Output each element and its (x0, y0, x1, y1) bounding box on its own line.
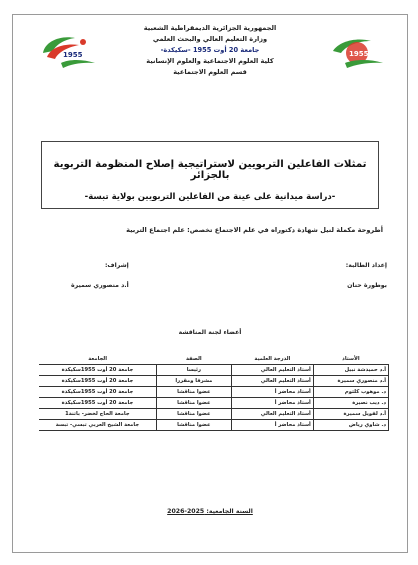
committee-table (39, 353, 389, 431)
university-line: جامعة 20 أوت 1955 -سكيكدة- (160, 46, 260, 54)
member-name: أ.د حميدشة نبيل (313, 365, 388, 376)
member-name: أ.د منصوري سميرة (313, 376, 388, 387)
thesis-title: تمثلات الفاعلين التربويين لاستراتيجية إصلاح المنظومة التربوية بالجزائر (53, 159, 367, 181)
table-row (39, 365, 389, 376)
member-university: جامعة الشيخ العربي تبسي- تبسة (39, 420, 156, 431)
member-university: جامعة 20 أوت 1955سكيكدة (39, 387, 156, 398)
department-line: قسم العلوم الاجتماعية (173, 68, 247, 76)
member-name: أ.د لفويل سميرة (313, 409, 388, 420)
member-rank: أستاذ التعليم العالي (231, 365, 313, 376)
member-role: عضوا مناقشا (156, 398, 231, 409)
member-university: جامعة 20 أوت 1955سكيكدة (39, 376, 156, 387)
supervision-block (71, 256, 129, 296)
table-row (39, 376, 389, 387)
thesis-title-box (41, 141, 379, 209)
supervisor-name: أ.د منصوري سميرة (71, 282, 129, 289)
degree-statement: أطروحة مكملة لنيل شهادة دكتوراه في علم الاجتماع تخصص: علم اجتماع التربية (126, 226, 383, 234)
logo-left-text: 1955 (63, 51, 83, 59)
member-rank: أستاذ محاضر أ (231, 398, 313, 409)
member-role: عضوا مناقشا (156, 387, 231, 398)
column-header-rank: الدرجة العلمية (231, 353, 313, 365)
faculty-line: كلية العلوم الاجتماعية والعلوم الإنسانية (146, 57, 274, 65)
table-row (39, 409, 389, 420)
member-name: د. شاوي رياض (313, 420, 388, 431)
member-name: د. موهوب كلثوم (313, 387, 388, 398)
member-rank: أستاذ محاضر أ (231, 420, 313, 431)
member-rank: أستاذ التعليم العالي (231, 376, 313, 387)
member-university: جامعة الحاج لخضر- باتنة1 (39, 409, 156, 420)
column-header-university: الجامعة (39, 353, 156, 365)
table-row (39, 398, 389, 409)
committee-title: أعضاء لجنة المناقشة (178, 329, 242, 336)
document-page (12, 14, 408, 553)
preparation-block (346, 256, 387, 296)
member-rank: أستاذ التعليم العالي (231, 409, 313, 420)
logo-right-text: 1955 (349, 50, 369, 58)
member-rank: أستاذ محاضر أ (231, 387, 313, 398)
member-university: جامعة 20 أوت 1955سكيكدة (39, 398, 156, 409)
member-role: عضوا مناقشا (156, 409, 231, 420)
republic-line: الجمهورية الجزائرية الديمقراطية الشعبية (143, 24, 277, 32)
ministry-line: وزارة التعليم العالي والبحث العلمي (152, 35, 268, 43)
student-name: بوطورة حنان (347, 282, 387, 289)
table-row (39, 387, 389, 398)
column-header-professor: الأستاذ (313, 353, 388, 365)
supervision-label: إشراف: (104, 262, 129, 269)
preparation-label: إعداد الطالبة: (345, 262, 387, 269)
member-role: عضوا مناقشا (156, 420, 231, 431)
institution-header (13, 23, 407, 78)
thesis-subtitle: -دراسة ميدانية على عينة من الفاعلين التربويين بولاية تبسة- (84, 192, 336, 202)
academic-year: السنة الجامعية: 2025-2026 (167, 508, 253, 515)
committee-header-row (39, 353, 389, 365)
member-role: رئيسا (156, 365, 231, 376)
member-name: د. ديب نصيرة (313, 398, 388, 409)
table-row (39, 420, 389, 431)
member-role: مشرفا ومقررا (156, 376, 231, 387)
member-university: جامعة 20 أوت 1955سكيكدة (39, 365, 156, 376)
column-header-role: الصفة (156, 353, 231, 365)
